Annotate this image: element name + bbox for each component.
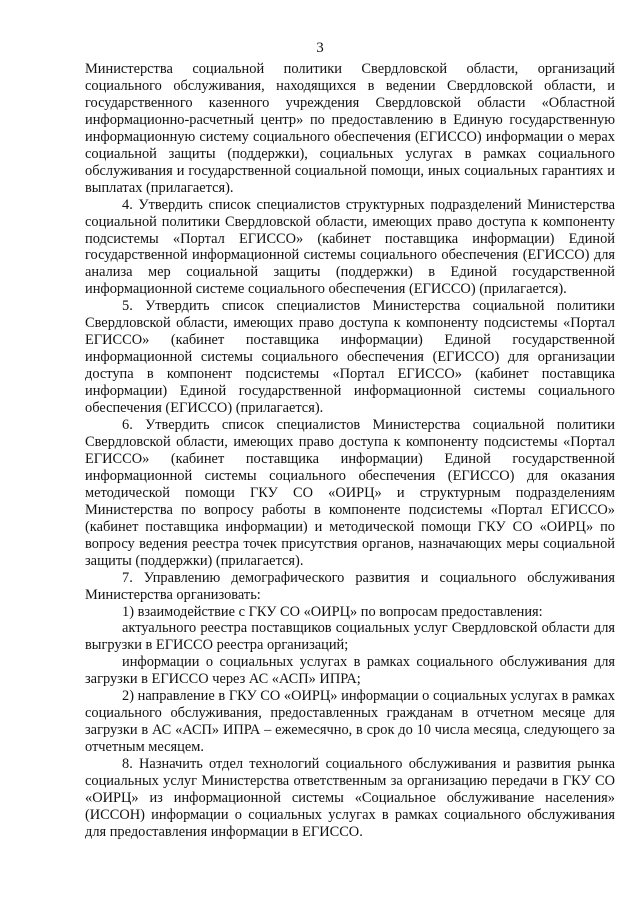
paragraph-item-5: 5. Утвердить список специалистов Министерства социальной политики Свердловской области, имеющих право доступа к компоненту подсистемы «Портал ЕГИССО» (кабинет поставщика информации) Единой государственной информационной системы социального обеспечения (ЕГИССО) для организации доступа в компонент подсистемы «Портал ЕГИССО» (кабинет поставщика информации) Единой государственной информационной системы социального обеспечения (ЕГИССО) (прилагается). [85,298,615,417]
paragraph-item-7: 7. Управлению демографического развития и социального обслуживания Министерства организовать: [85,569,615,603]
paragraph-item-4: 4. Утвердить список специалистов структурных подразделений Министерства социальной политики Свердловской области, имеющих право доступа к компоненту подсистемы «Портал ЕГИССО» (кабинет поставщика информации) Единой государственной информационной системы социального обеспечения (ЕГИССО) для анализа мер социальной защиты (поддержки) в Единой государственной информационной системе социального обеспечения (ЕГИССО) (прилагается). [85,196,615,298]
paragraph-item-8: 8. Назначить отдел технологий социального обслуживания и развития рынка социальных услуг Министерства ответственным за организацию передачи в ГКУ СО «ОИРЦ» из информационной системы «Социальное обслуживание населения» (ИССОН) информации о социальных услугах в рамках социального обслуживания для предоставления информации в ЕГИССО. [85,756,615,840]
paragraph-subitem-2: 2) направление в ГКУ СО «ОИРЦ» информации о социальных услугах в рамках социального обслуживания, предоставленных гражданам в отчетном месяце для загрузки в АС «АСП» ИПРА – ежемесячно, в срок до 10 числа месяца, следующего за отчетным месяцем. [85,688,615,756]
paragraph-subitem-1: 1) взаимодействие с ГКУ СО «ОИРЦ» по вопросам предоставления: [122,603,543,620]
paragraph-subitem-1-services: информации о социальных услугах в рамках социального обслуживания для загрузки в ЕГИССО через АС «АСП» ИПРА; [85,654,615,688]
paragraph-item-6: 6. Утвердить список специалистов Министерства социальной политики Свердловской области, имеющих право доступа к компоненту подсистемы «Портал ЕГИССО» (кабинет поставщика информации) Единой государственной информационной системы социального обеспечения (ЕГИССО) для оказания методической помощи ГКУ СО «ОИРЦ» и структурным подразделениям Министерства по вопросу работы в компоненте подсистемы «Портал ЕГИССО» (кабинет поставщика информации) и методической помощи ГКУ СО «ОИРЦ» по вопросу ведения реестра точек присутствия органов, назначающих меры социальной защиты (поддержки) (прилагается). [85,417,615,569]
paragraph-continuation: Министерства социальной политики Свердловской области, организаций социального обслуживания, находящихся в ведении Свердловской области, и государственного казенного учреждения Свердловской области «Областной информационно-расчетный центр» по предоставлению в Единую государственную информационную систему социального обеспечения (ЕГИССО) информации о мерах социальной защиты (поддержки), социальных услугах в рамках социального обслуживания и государственной социальной помощи, иных социальных гарантиях и выплатах (прилагается). [85,61,615,196]
document-body [85,61,615,841]
paragraph-subitem-1-registry: актуального реестра поставщиков социальных услуг Свердловской области для выгрузки в ЕГИССО реестра организаций; [85,620,615,654]
page-number: 3 [316,40,324,56]
